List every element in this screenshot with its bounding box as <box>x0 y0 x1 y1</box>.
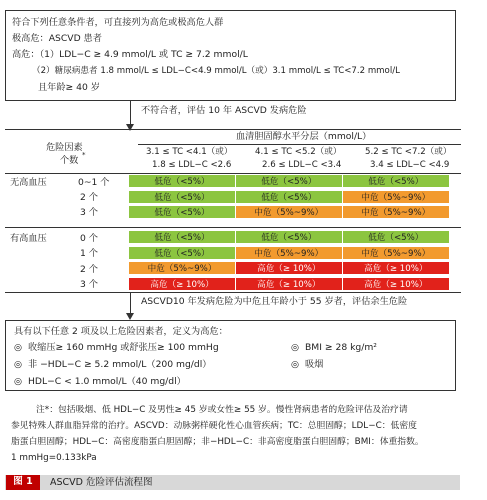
risk-cell: 高危（≥ 10%） <box>236 278 343 290</box>
factor-non-hdl: 非 −HDL−C ≥ 5.2 mmol/L（200 mg/dl） <box>28 359 212 370</box>
risk-cell: 低危（<5%） <box>342 175 449 187</box>
g1-row3-count: 3 个 <box>80 207 98 218</box>
factor-hdl: HDL−C < 1.0 mmol/L（40 mg/dl） <box>28 376 186 387</box>
bullet-icon: ◎ <box>14 376 23 387</box>
col1-header-line1: 3.1 ≤ TC <4.1（或） <box>146 147 233 157</box>
high-risk-criteria-box <box>5 10 456 101</box>
footnote-line-4: 1 mmHg=0.133kPa <box>11 453 97 463</box>
risk-cell: 低危（<5%） <box>342 231 449 243</box>
factor-header-mark: * <box>82 151 86 159</box>
risk-cell: 高危（≥ 10%） <box>236 262 343 274</box>
footnote-line-2: 参见特殊人群血脂异常的治疗。ASCVD：动脉粥样硬化性心血管疾病；TC：总胆固醇；LDL−C：低密度 <box>11 421 417 431</box>
risk-cell: 低危（<5%） <box>129 231 236 243</box>
factor-header-line1: 危险因素 <box>46 142 83 153</box>
lifetime-risk-title: 具有以下任意 2 项及以上危险因素者，定义为高危： <box>14 326 228 337</box>
risk-cell: 中危（5%~9%） <box>342 247 449 259</box>
bullet-icon: ◎ <box>14 342 23 353</box>
group-hypertension: 有高血压 <box>10 233 47 244</box>
g1-row1-count: 0~1 个 <box>78 177 110 188</box>
risk-grid-hypertension <box>129 231 449 290</box>
risk-cell: 低危（<5%） <box>236 191 343 203</box>
arrow-1-label: 不符合者，评估 10 年 ASCVD 发病危险 <box>141 105 307 116</box>
criteria-heading: 符合下列任意条件者，可直接列为高危或极高危人群 <box>12 17 224 28</box>
flow-arrow-1 <box>130 101 131 125</box>
criteria-very-high: 极高危：ASCVD 患者 <box>12 33 102 44</box>
col2-header-line2: 2.6 ≤ LDL−C <3.4 <box>262 160 342 170</box>
g2-row2-count: 1 个 <box>80 248 98 259</box>
risk-cell: 中危（5%~9%） <box>236 247 343 259</box>
risk-cell: 低危（<5%） <box>236 175 343 187</box>
g2-row4-count: 3 个 <box>80 279 98 290</box>
factor-header-line2: 个数 <box>60 155 79 166</box>
factor-smoking: 吸烟 <box>305 359 324 370</box>
col1-header-line2: 1.8 ≤ LDL−C <2.6 <box>152 160 232 170</box>
risk-cell: 低危（<5%） <box>129 206 236 218</box>
risk-grid-no-hypertension <box>129 175 449 218</box>
factor-blood-pressure: 收缩压≥ 160 mmHg 或舒张压≥ 100 mmHg <box>28 342 219 353</box>
risk-cell: 中危（5%~9%） <box>129 262 236 274</box>
criteria-high-2: （2）糖尿病患者 1.8 mmol/L ≤ LDL−C<4.9 mmol/L（或）3.1 mmol/L ≤ TC<7.2 mmol/L <box>32 66 400 76</box>
risk-cell: 高危（≥ 10%） <box>342 278 449 290</box>
footnote-line-3: 脂蛋白胆固醇；HDL−C：高密度脂蛋白胆固醇；非−HDL−C：非高密度脂蛋白胆固醇；BMI：体重指数。 <box>11 437 424 447</box>
col2-header-line1: 4.1 ≤ TC <5.2（或） <box>255 147 342 157</box>
risk-cell: 低危（<5%） <box>236 231 343 243</box>
g2-row1-count: 0 个 <box>80 233 98 244</box>
bullet-icon: ◎ <box>291 342 300 353</box>
flow-arrow-2-head <box>126 313 134 320</box>
risk-cell: 低危（<5%） <box>129 175 236 187</box>
lifetime-risk-box <box>5 320 456 391</box>
cholesterol-group-header: 血清胆固醇水平分层（mmol/L） <box>236 131 372 142</box>
g2-row3-count: 2 个 <box>80 264 98 275</box>
figure-number: 图 1 <box>6 475 40 490</box>
risk-cell: 中危（5%~9%） <box>236 206 343 218</box>
risk-cell: 中危（5%~9%） <box>342 191 449 203</box>
bullet-icon: ◎ <box>291 359 300 370</box>
criteria-high-1: 高危：（1）LDL−C ≥ 4.9 mmol/L 或 TC ≥ 7.2 mmol/L <box>12 49 248 60</box>
risk-cell: 高危（≥ 10%） <box>342 262 449 274</box>
col3-header-line2: 3.4 ≤ LDL−C <4.9 <box>370 160 450 170</box>
risk-cell: 中危（5%~9%） <box>342 206 449 218</box>
criteria-high-age: 且年龄≥ 40 岁 <box>38 82 100 93</box>
risk-cell: 低危（<5%） <box>129 247 236 259</box>
group-no-hypertension: 无高血压 <box>10 177 47 188</box>
bullet-icon: ◎ <box>14 359 23 370</box>
g1-row2-count: 2 个 <box>80 192 98 203</box>
footnote-line-1: 注*：包括吸烟、低 HDL−C 及男性≥ 45 岁或女性≥ 55 岁。慢性肾病患者的危险评估及治疗请 <box>36 405 408 415</box>
risk-cell: 高危（≥ 10%） <box>129 278 236 290</box>
col3-header-line1: 5.2 ≤ TC <7.2（或） <box>365 147 452 157</box>
arrow-2-label: ASCVD10 年发病危险为中危且年龄小于 55 岁者，评估余生危险 <box>141 296 408 307</box>
risk-cell: 低危（<5%） <box>129 191 236 203</box>
figure-caption: ASCVD 危险评估流程图 <box>50 477 153 488</box>
factor-bmi: BMI ≥ 28 kg/m² <box>305 342 377 353</box>
